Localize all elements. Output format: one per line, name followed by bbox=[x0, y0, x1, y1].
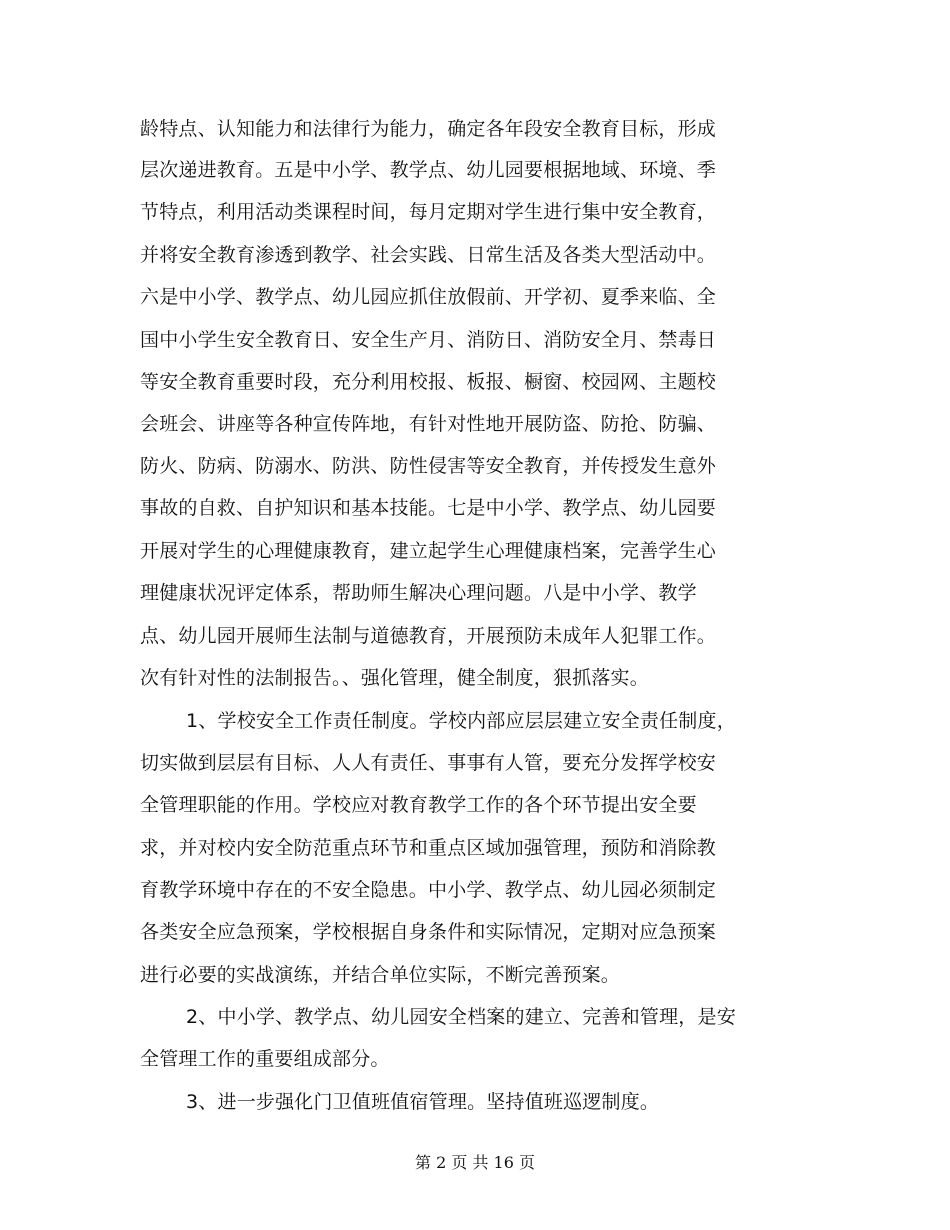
body-text-line: 龄特点、认知能力和法律行为能力，确定各年段安全教育目标，形成 bbox=[140, 118, 717, 140]
paragraph-1-start: 1、学校安全工作责任制度。学校内部应层层建立安全责任制度， bbox=[186, 710, 736, 732]
body-text-line: 节特点，利用活动类课程时间，每月定期对学生进行集中安全教育， bbox=[140, 201, 717, 223]
body-text-line: 等安全教育重要时段，充分利用校报、板报、橱窗、校园网、主题校 bbox=[140, 371, 717, 393]
body-text-line: 育教学环境中存在的不安全隐患。中小学、教学点、幼儿园必须制定 bbox=[140, 879, 717, 901]
body-text-line: 并将安全教育渗透到教学、社会实践、日常生活及各类大型活动中。 bbox=[140, 244, 717, 266]
body-text-line: 各类安全应急预案，学校根据自身条件和实际情况，定期对应急预案 bbox=[140, 921, 717, 943]
body-text-line: 点、幼儿园开展师生法制与道德教育，开展预防未成年人犯罪工作。 bbox=[140, 625, 717, 647]
body-text-line: 全管理工作的重要组成部分。 bbox=[140, 1048, 390, 1070]
body-text-line: 求，并对校内安全防范重点环节和重点区域加强管理，预防和消除教 bbox=[140, 837, 717, 859]
body-text-line: 次有针对性的法制报告。、强化管理，健全制度，狠抓落实。 bbox=[140, 667, 649, 689]
body-text-line: 事故的自救、自护知识和基本技能。七是中小学、教学点、幼儿园要 bbox=[140, 497, 717, 519]
body-text-line: 开展对学生的心理健康教育，建立起学生心理健康档案，完善学生心 bbox=[140, 540, 717, 562]
page-footer: 第 2 页 共 16 页 bbox=[415, 1153, 535, 1172]
paragraph-2-start: 2、中小学、教学点、幼儿园安全档案的建立、完善和管理，是安 bbox=[186, 1006, 736, 1028]
body-text-line: 会班会、讲座等各种宣传阵地，有针对性地开展防盗、防抢、防骗、 bbox=[140, 413, 717, 435]
body-text-line: 切实做到层层有目标、人人有责任、事事有人管，要充分发挥学校安 bbox=[140, 752, 717, 774]
body-text-line: 六是中小学、教学点、幼儿园应抓住放假前、开学初、夏季来临、全 bbox=[140, 286, 717, 308]
body-text-line: 防火、防病、防溺水、防洪、防性侵害等安全教育，并传授发生意外 bbox=[140, 455, 717, 477]
body-text-line: 理健康状况评定体系，帮助师生解决心理问题。八是中小学、教学 bbox=[140, 582, 697, 604]
body-text-line: 进行必要的实战演练，并结合单位实际，不断完善预案。 bbox=[140, 964, 621, 986]
paragraph-3-start: 3、进一步强化门卫值班值宿管理。坚持值班巡逻制度。 bbox=[186, 1091, 660, 1113]
body-text-line: 国中小学生安全教育日、安全生产月、消防日、消防安全月、禁毒日 bbox=[140, 329, 717, 351]
body-text-line: 层次递进教育。五是中小学、教学点、幼儿园要根据地域、环境、季 bbox=[140, 159, 717, 181]
body-text-line: 全管理职能的作用。学校应对教育教学工作的各个环节提出安全要 bbox=[140, 794, 697, 816]
